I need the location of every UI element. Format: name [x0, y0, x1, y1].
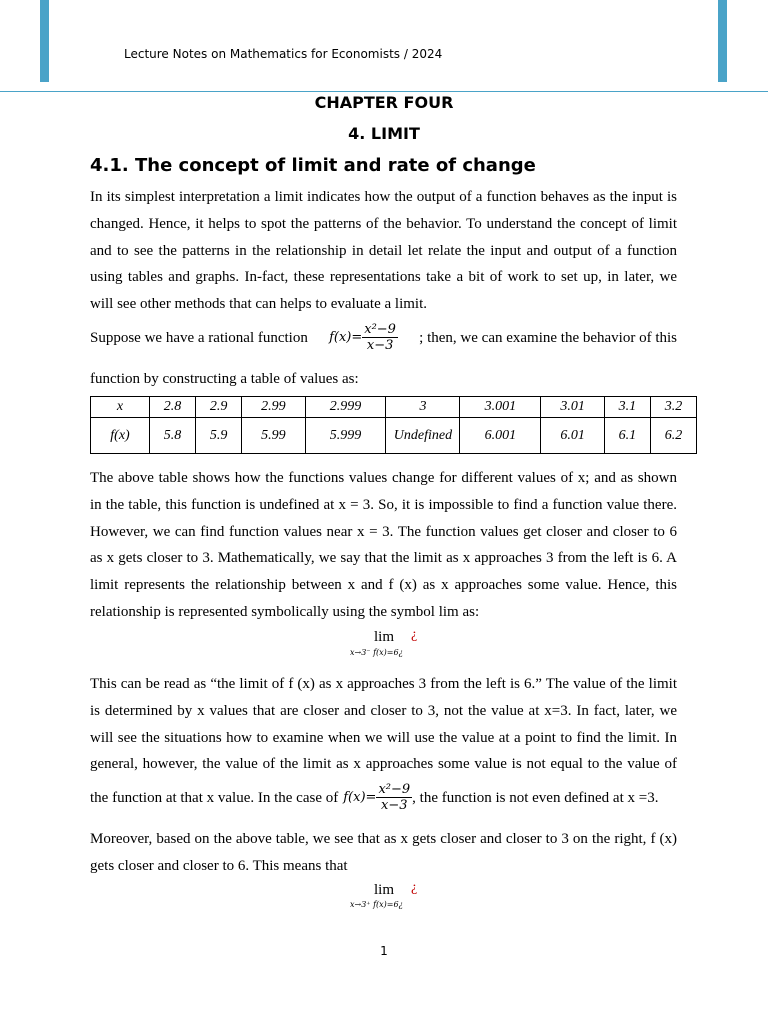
lim-subscript: x→3⁺ f(x)=6¿ — [350, 900, 403, 909]
rational-function — [329, 322, 398, 353]
explanation-paragraph — [90, 465, 677, 626]
right-limit-paragraph — [90, 826, 677, 880]
table-cell: 6.01 — [541, 418, 604, 454]
numerator: x²−9 — [378, 782, 411, 797]
table-cell: 5.9 — [196, 418, 242, 454]
text-line: gets closer and closer to 6. This means that — [90, 857, 348, 874]
table-cell: 5.99 — [242, 418, 305, 454]
table-cell: 6.001 — [460, 418, 541, 454]
function-inline-line — [90, 782, 677, 813]
table-cell: 2.8 — [150, 397, 196, 418]
render-error-mark: ¿ — [411, 627, 418, 642]
header-accent-bar-right — [718, 0, 727, 82]
reading-paragraph — [90, 671, 677, 778]
table-header-cell: f(x) — [91, 418, 150, 454]
table-cell: 5.8 — [150, 418, 196, 454]
lim-word: lim — [373, 629, 394, 645]
intro-paragraph — [90, 184, 677, 318]
text-line: using tables and graphs. In-fact, these representations take a bit of work to set up, in later, we — [90, 269, 677, 286]
text-line: changed. Hence, it helps to spot the patterns of the behavior. To understand the concept of limit — [90, 215, 677, 232]
function-definition-line — [90, 322, 677, 353]
text-line: However, we can find function values near x = 3. The function values get closer and closer to 6 — [90, 523, 677, 540]
chapter-title: 4. LIMIT — [348, 124, 420, 143]
text-line: in the table, this function is undefined at x = 3. So, it is impossible to find a function value there. — [90, 496, 677, 513]
text-fragment: ; then, we can examine the behavior of this — [419, 329, 677, 346]
text-line: The above table shows how the functions values change for different values of x; and as shown — [90, 470, 677, 486]
text-fragment: Suppose we have a rational function — [90, 329, 308, 346]
numerator: x²−9 — [364, 322, 396, 337]
lim-subscript: x→3⁻ f(x)=6¿ — [350, 648, 403, 657]
table-cell: 6.1 — [604, 418, 650, 454]
function-name: f(x)= — [329, 329, 363, 345]
table-cell: 3.01 — [541, 397, 604, 418]
section-title: 4.1. The concept of limit and rate of change — [90, 155, 536, 176]
text-line: as x gets closer to 3. Mathematically, we say that the limit as x approaches 3 from the left is 6. A — [90, 550, 677, 567]
fraction — [362, 322, 398, 353]
lim-word: lim — [373, 882, 394, 898]
page-number: 1 — [380, 944, 388, 958]
text-line: This can be read as “the limit of f (x) as x approaches 3 from the left is 6.” The value of the limit — [90, 676, 677, 692]
text-line: general, however, the value of the limit as x approaches some value is not equal to the value of — [90, 756, 677, 773]
text-fragment: , the function is not even defined at x =3. — [412, 789, 659, 806]
text-line: will see the situations how to examine when we will use the value at a point to find the limit. In — [90, 729, 677, 746]
function-name: f(x)= — [343, 789, 377, 805]
table-cell: Undefined — [386, 418, 460, 454]
render-error-mark: ¿ — [411, 880, 418, 895]
table-cell: 5.999 — [305, 418, 386, 454]
denominator: x−3 — [381, 798, 408, 813]
table-cell: 2.99 — [242, 397, 305, 418]
text-line: limit represents the relationship between x and f (x) as x approaches some value. Hence, this — [90, 577, 677, 594]
text-line: function by constructing a table of values as: — [90, 371, 359, 387]
table-header-cell: x — [91, 397, 150, 418]
fraction — [376, 782, 412, 813]
text-line: is determined by x values that are closer and closer to 3, not the value at x=3. In fact, later, we — [90, 702, 677, 719]
table-cell: 3.001 — [460, 397, 541, 418]
rational-function — [343, 782, 412, 813]
table-row — [91, 418, 697, 454]
table-cell: 3.2 — [650, 397, 696, 418]
text-line: relationship is represented symbolically using the symbol lim as: — [90, 603, 480, 620]
text-line: In its simplest interpretation a limit indicates how the output of a function behaves as the input is — [90, 189, 677, 205]
header-divider — [0, 91, 768, 92]
table-cell: 6.2 — [650, 418, 696, 454]
table-cell: 3 — [386, 397, 460, 418]
header-accent-bar-left — [40, 0, 49, 82]
running-header: Lecture Notes on Mathematics for Economists / 2024 — [124, 47, 443, 61]
table-cell: 2.999 — [305, 397, 386, 418]
chapter-label: CHAPTER FOUR — [314, 93, 454, 112]
values-table — [90, 396, 697, 454]
denominator: x−3 — [366, 338, 394, 353]
text-line: Moreover, based on the above table, we see that as x gets closer and closer to 3 on the right, f (x) — [90, 831, 677, 847]
table-cell: 2.9 — [196, 397, 242, 418]
text-fragment: the function at that x value. In the case of — [90, 789, 339, 806]
table-row — [91, 397, 697, 418]
text-line: will see other methods that can helps to evaluate a limit. — [90, 296, 427, 313]
table-cell: 3.1 — [604, 397, 650, 418]
text-line: and to see the patterns in the relationship in detail let relate the input and output of a function — [90, 242, 677, 259]
